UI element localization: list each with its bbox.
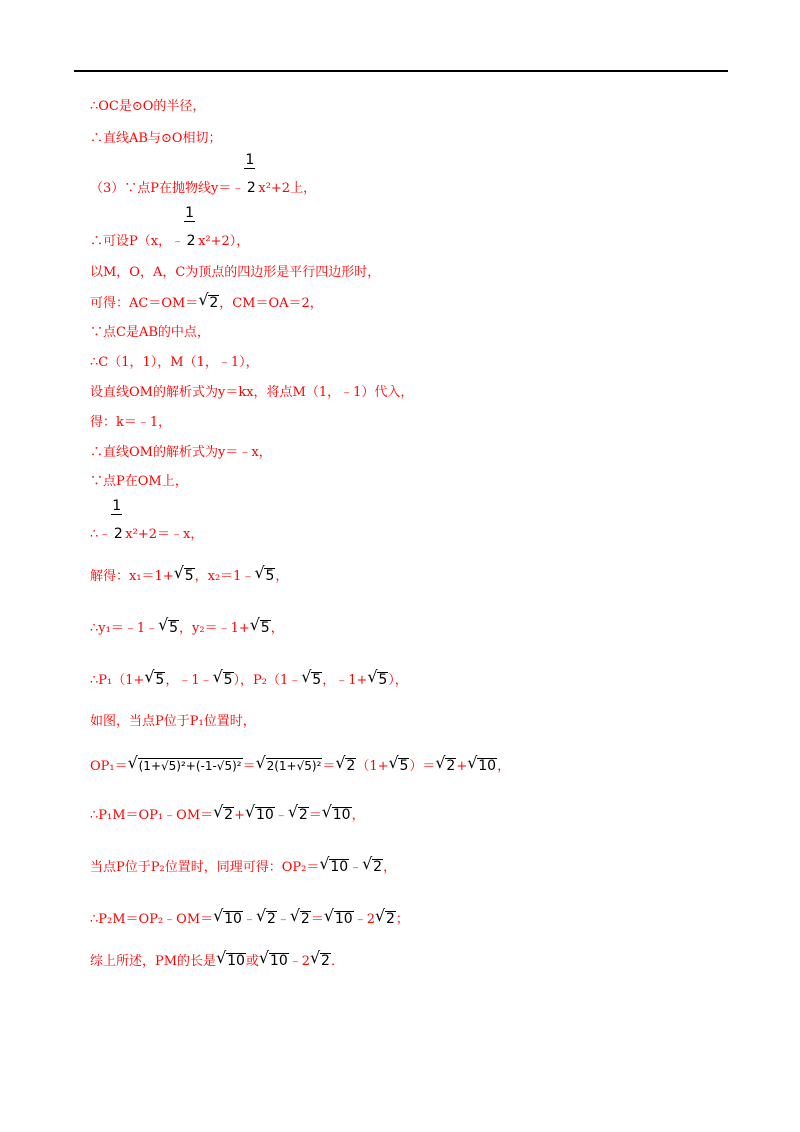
sqrt: √ 5 bbox=[251, 620, 271, 636]
text: ∵点C是AB的中点， bbox=[90, 325, 210, 340]
text: 如图，当点P位于P₁位置时， bbox=[90, 714, 256, 729]
sqrt: √ 5 bbox=[175, 568, 195, 584]
sqrt: √ 10 bbox=[246, 807, 275, 823]
sqrt: √ 2 bbox=[289, 807, 309, 823]
text: 设直线OM的解析式为y＝kx，将点M（1，﹣1）代入， bbox=[90, 385, 414, 400]
sqrt: √ 2 bbox=[311, 953, 331, 969]
line-6 bbox=[90, 295, 323, 312]
sqrt: √ 5 bbox=[368, 672, 388, 688]
text: ∴OC是⊙O的半径， bbox=[90, 99, 206, 114]
sqrt: √ 10 bbox=[217, 953, 246, 969]
text: ﹣ bbox=[349, 860, 363, 875]
text: （1+ bbox=[356, 759, 389, 774]
sqrt-big: √ (1+√5)²+(-1-√5)² bbox=[129, 758, 243, 774]
text: ﹣2 bbox=[288, 954, 311, 969]
text: 解得：x₁＝1+ bbox=[90, 569, 174, 584]
text: 得：k＝﹣1， bbox=[90, 415, 172, 430]
text: ，y₂＝﹣1+ bbox=[179, 621, 250, 636]
text: ＝ bbox=[242, 759, 256, 774]
sqrt: √ 10 bbox=[320, 859, 349, 875]
line-8 bbox=[90, 355, 259, 371]
text: ∴C（1，1），M（1，﹣1）， bbox=[90, 355, 259, 370]
text: ﹣ bbox=[242, 912, 256, 927]
text: ∴P₂M＝OP₂﹣OM＝ bbox=[90, 912, 214, 927]
line-18 bbox=[90, 758, 510, 775]
sqrt: √ 5 bbox=[214, 672, 234, 688]
sqrt: √ 5 bbox=[302, 672, 322, 688]
fraction-half: $\frac{1}{2}$ bbox=[112, 498, 123, 542]
text: ． bbox=[330, 954, 344, 969]
line-21 bbox=[90, 911, 409, 928]
text: ，x₂＝1﹣ bbox=[194, 569, 255, 584]
text: 可得：AC＝OM＝ bbox=[90, 296, 199, 311]
line-9 bbox=[90, 385, 413, 401]
text: ∴可设P（x，﹣ bbox=[90, 234, 185, 249]
text: ， bbox=[383, 860, 397, 875]
sqrt: √ 10 bbox=[468, 758, 497, 774]
text: ∴P₁（1+ bbox=[90, 673, 145, 688]
line-22 bbox=[90, 953, 344, 970]
sqrt: √ 2 bbox=[291, 911, 311, 927]
text: ， bbox=[275, 569, 289, 584]
text: ∴直线AB与⊙O相切； bbox=[90, 131, 222, 146]
text: x²+2）， bbox=[198, 234, 250, 249]
text: ＝ bbox=[308, 808, 322, 823]
line-17 bbox=[90, 714, 256, 730]
line-5 bbox=[90, 265, 380, 281]
text: + bbox=[234, 808, 245, 823]
text: ； bbox=[395, 912, 409, 927]
line-20 bbox=[90, 859, 396, 876]
line-3 bbox=[90, 152, 317, 197]
text: ∴P₁M＝OP₁﹣OM＝ bbox=[90, 808, 214, 823]
text: ﹣ bbox=[276, 912, 290, 927]
line-2 bbox=[90, 131, 222, 147]
line-14 bbox=[90, 568, 288, 585]
text: ＝ bbox=[310, 912, 324, 927]
line-10 bbox=[90, 415, 171, 431]
text: ∴﹣ bbox=[90, 527, 112, 542]
sqrt: √ 2 bbox=[436, 758, 456, 774]
text: ﹣ bbox=[274, 808, 288, 823]
sqrt: √ 10 bbox=[323, 807, 352, 823]
fraction-half: $\frac{1}{2}$ bbox=[185, 205, 196, 249]
sqrt: √ 2 bbox=[376, 911, 396, 927]
text: ，CM＝OA＝2， bbox=[219, 296, 323, 311]
line-11 bbox=[90, 445, 272, 461]
line-4 bbox=[90, 205, 250, 250]
text: ），P₂（1﹣ bbox=[233, 673, 302, 688]
line-7 bbox=[90, 325, 210, 341]
sqrt: √ 5 bbox=[255, 568, 275, 584]
text: ）， bbox=[388, 673, 408, 688]
fraction-half: $\frac{1}{2}$ bbox=[245, 152, 256, 196]
sqrt: √ 2 bbox=[363, 859, 383, 875]
sqrt: √ 5 bbox=[389, 758, 409, 774]
text: 以M，O，A，C为顶点的四边形是平行四边形时， bbox=[90, 265, 381, 280]
text: 或 bbox=[245, 954, 259, 969]
sqrt: √ 2 bbox=[257, 911, 277, 927]
text: ， bbox=[497, 759, 511, 774]
text: ，﹣1+ bbox=[322, 673, 368, 688]
text: OP₁＝ bbox=[90, 759, 128, 774]
text: 综上所述，PM的长是 bbox=[90, 954, 217, 969]
text: ∴直线OM的解析式为y＝﹣x， bbox=[90, 445, 272, 460]
text: 当点P位于P₂位置时，同理可得：OP₂＝ bbox=[90, 860, 320, 875]
header-rule bbox=[74, 70, 728, 72]
text: ）＝ bbox=[409, 759, 436, 774]
sqrt: √ 5 bbox=[145, 672, 165, 688]
line-13 bbox=[90, 498, 204, 543]
text: ＝ bbox=[322, 759, 336, 774]
sqrt: √ 5 bbox=[159, 620, 179, 636]
sqrt: √ 10 bbox=[214, 911, 243, 927]
text: x²+2＝﹣x， bbox=[125, 527, 204, 542]
text: ， bbox=[270, 621, 284, 636]
line-16 bbox=[90, 672, 408, 689]
sqrt: √ 10 bbox=[325, 911, 354, 927]
text: ，﹣1﹣ bbox=[165, 673, 213, 688]
line-12 bbox=[90, 474, 188, 490]
text: （3）∵点P在抛物线y＝﹣ bbox=[90, 181, 245, 196]
sqrt-big: √ 2(1+√5)² bbox=[257, 758, 323, 774]
line-19 bbox=[90, 807, 365, 824]
sqrt: √ 2 bbox=[199, 295, 219, 311]
line-15 bbox=[90, 620, 284, 637]
text: ∵点P在OM上， bbox=[90, 474, 188, 489]
sqrt: √ 2 bbox=[336, 758, 356, 774]
sqrt: √ 10 bbox=[260, 953, 289, 969]
text: ， bbox=[351, 808, 365, 823]
sqrt: √ 2 bbox=[214, 807, 234, 823]
text: ∴y₁＝﹣1﹣ bbox=[90, 621, 159, 636]
text: x²+2上， bbox=[258, 181, 317, 196]
text: + bbox=[456, 759, 468, 774]
text: ﹣2 bbox=[353, 912, 375, 927]
line-1 bbox=[90, 99, 205, 115]
